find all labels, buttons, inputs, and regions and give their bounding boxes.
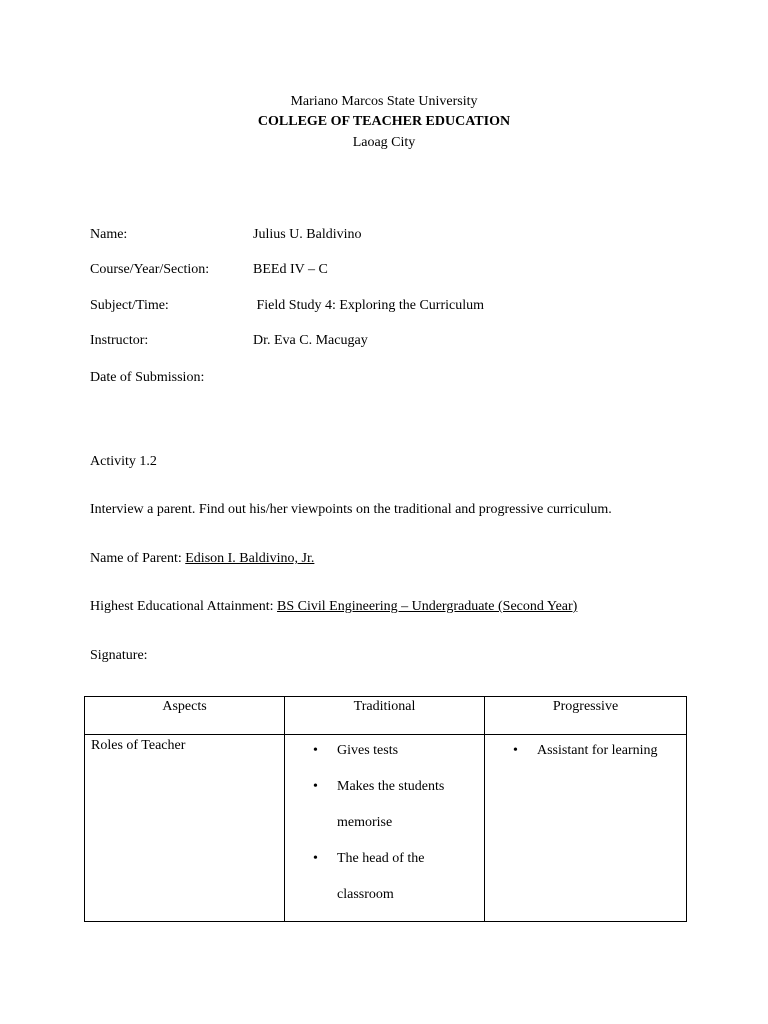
bullet-icon: • bbox=[313, 779, 318, 794]
list-item bbox=[285, 733, 484, 769]
bullet-icon: • bbox=[513, 743, 518, 758]
header-traditional: Traditional bbox=[285, 697, 485, 735]
instructor-value: Dr. Eva C. Macugay bbox=[253, 333, 368, 348]
parent-name-label: Name of Parent: bbox=[90, 551, 186, 566]
traditional-item: Gives tests bbox=[337, 743, 399, 758]
name-label: Name: bbox=[90, 227, 128, 242]
list-item bbox=[485, 733, 686, 769]
subject-value: Field Study 4: Exploring the Curriculum bbox=[253, 298, 484, 313]
traditional-cell bbox=[285, 735, 485, 922]
submission-date-label: Date of Submission: bbox=[90, 370, 205, 385]
aspects-table bbox=[84, 696, 687, 922]
header-aspects: Aspects bbox=[85, 697, 285, 735]
parent-name-line bbox=[90, 551, 314, 567]
subject-label: Subject/Time: bbox=[90, 298, 169, 313]
bullet-icon: • bbox=[313, 743, 318, 758]
progressive-cell bbox=[485, 735, 687, 922]
header-progressive: Progressive bbox=[485, 697, 687, 735]
list-item bbox=[285, 841, 484, 913]
activity-title: Activity 1.2 bbox=[90, 454, 157, 469]
aspect-cell: Roles of Teacher bbox=[85, 735, 285, 922]
table-header-row bbox=[85, 697, 687, 735]
name-value: Julius U. Baldivino bbox=[253, 227, 362, 242]
traditional-item-continued: memorise bbox=[337, 815, 393, 830]
education-value: BS Civil Engineering – Undergraduate (Second Year) bbox=[277, 599, 578, 614]
bullet-icon: • bbox=[313, 851, 318, 866]
education-label: Highest Educational Attainment: bbox=[90, 599, 278, 614]
parent-name-value: Edison I. Baldivino, Jr. bbox=[185, 551, 315, 566]
signature-label: Signature: bbox=[90, 648, 148, 663]
activity-instruction: Interview a parent. Find out his/her viewpoints on the traditional and progressive curriculum. bbox=[90, 502, 612, 517]
traditional-item: The head of the bbox=[337, 851, 425, 866]
list-item bbox=[285, 769, 484, 841]
university-name: Mariano Marcos State University bbox=[290, 94, 478, 109]
city-name: Laoag City bbox=[352, 135, 416, 150]
traditional-item-continued: classroom bbox=[337, 887, 394, 902]
course-label: Course/Year/Section: bbox=[90, 262, 210, 277]
instructor-label: Instructor: bbox=[90, 333, 149, 348]
table-row bbox=[85, 735, 687, 922]
traditional-item: Makes the students bbox=[337, 779, 445, 794]
course-value: BEEd IV – C bbox=[253, 262, 328, 277]
college-name: COLLEGE OF TEACHER EDUCATION bbox=[257, 114, 511, 129]
education-line bbox=[90, 599, 577, 615]
progressive-item: Assistant for learning bbox=[537, 743, 658, 758]
